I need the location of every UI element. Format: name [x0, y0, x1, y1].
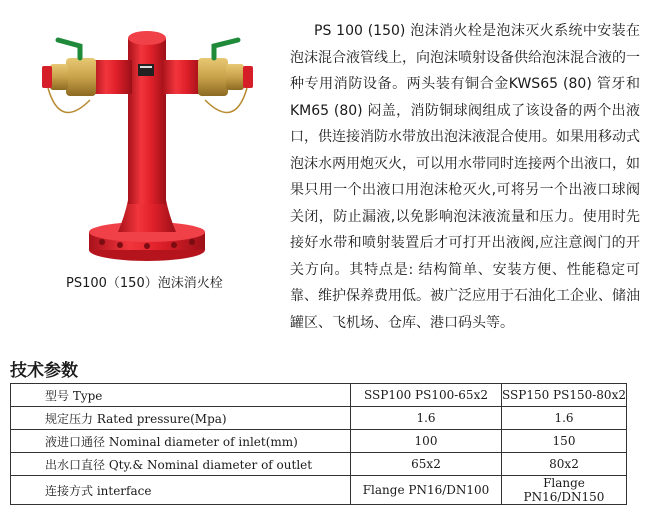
table-row — [11, 430, 627, 453]
spec-section-title: 技术参数 — [10, 361, 78, 381]
row-value-ssp150: Flange PN16/DN150 — [502, 476, 627, 505]
table-row — [11, 384, 627, 407]
row-label: 出水口直径 Qty.& Nominal diameter of outlet — [11, 453, 351, 476]
product-description: PS 100 (150) 泡沫消火栓是泡沫灭火系统中安装在泡沫混合液管线上，向泡沫喷射设备供给泡沫混合液的一种专用消防设备。两头装有铜合金KWS65 (80) 管牙和KM65 (80) 闷盖，消防铜球阀组成了该设备的两个出液口，供连接消防水带放出泡沫液混合使用。如果用移动式泡沫水两用炮灭火，可以用水带同时连接两个出液口，如果只用一个出液口用泡沫枪灭火,可将另一个出液口球阀关闭，防止漏液,以免影响泡沫液流量和压力。使用时先接好水带和喷射装置后才可打开出液阀,应注意阀门的开关方向。其特点是: 结构简单、安装方便、性能稳定可靠、维护保养费用低。被广泛应用于石油化工企业、储油罐区、飞机场、仓库、港口码头等。 — [290, 23, 640, 331]
row-value-ssp100: SSP100 PS100-65x2 — [351, 384, 502, 407]
row-value-ssp100: 1.6 — [351, 407, 502, 430]
row-value-ssp150: 1.6 — [502, 407, 627, 430]
fire-hydrant-photo — [40, 20, 255, 265]
row-label: 液进口通径 Nominal diameter of inlet(mm) — [11, 430, 351, 453]
row-value-ssp150: 150 — [502, 430, 627, 453]
row-value-ssp100: 65x2 — [351, 453, 502, 476]
photo-caption: PS100（150）泡沫消火栓 — [66, 276, 223, 291]
table-row — [11, 476, 627, 505]
row-label: 型号 Type — [11, 384, 351, 407]
row-value-ssp100: 100 — [351, 430, 502, 453]
row-value-ssp100: Flange PN16/DN100 — [351, 476, 502, 505]
table-row — [11, 453, 627, 476]
spec-table — [10, 383, 627, 505]
row-label: 连接方式 interface — [11, 476, 351, 505]
row-value-ssp150: SSP150 PS150-80x2 — [502, 384, 627, 407]
row-value-ssp150: 80x2 — [502, 453, 627, 476]
row-label: 规定压力 Rated pressure(Mpa) — [11, 407, 351, 430]
table-row — [11, 407, 627, 430]
